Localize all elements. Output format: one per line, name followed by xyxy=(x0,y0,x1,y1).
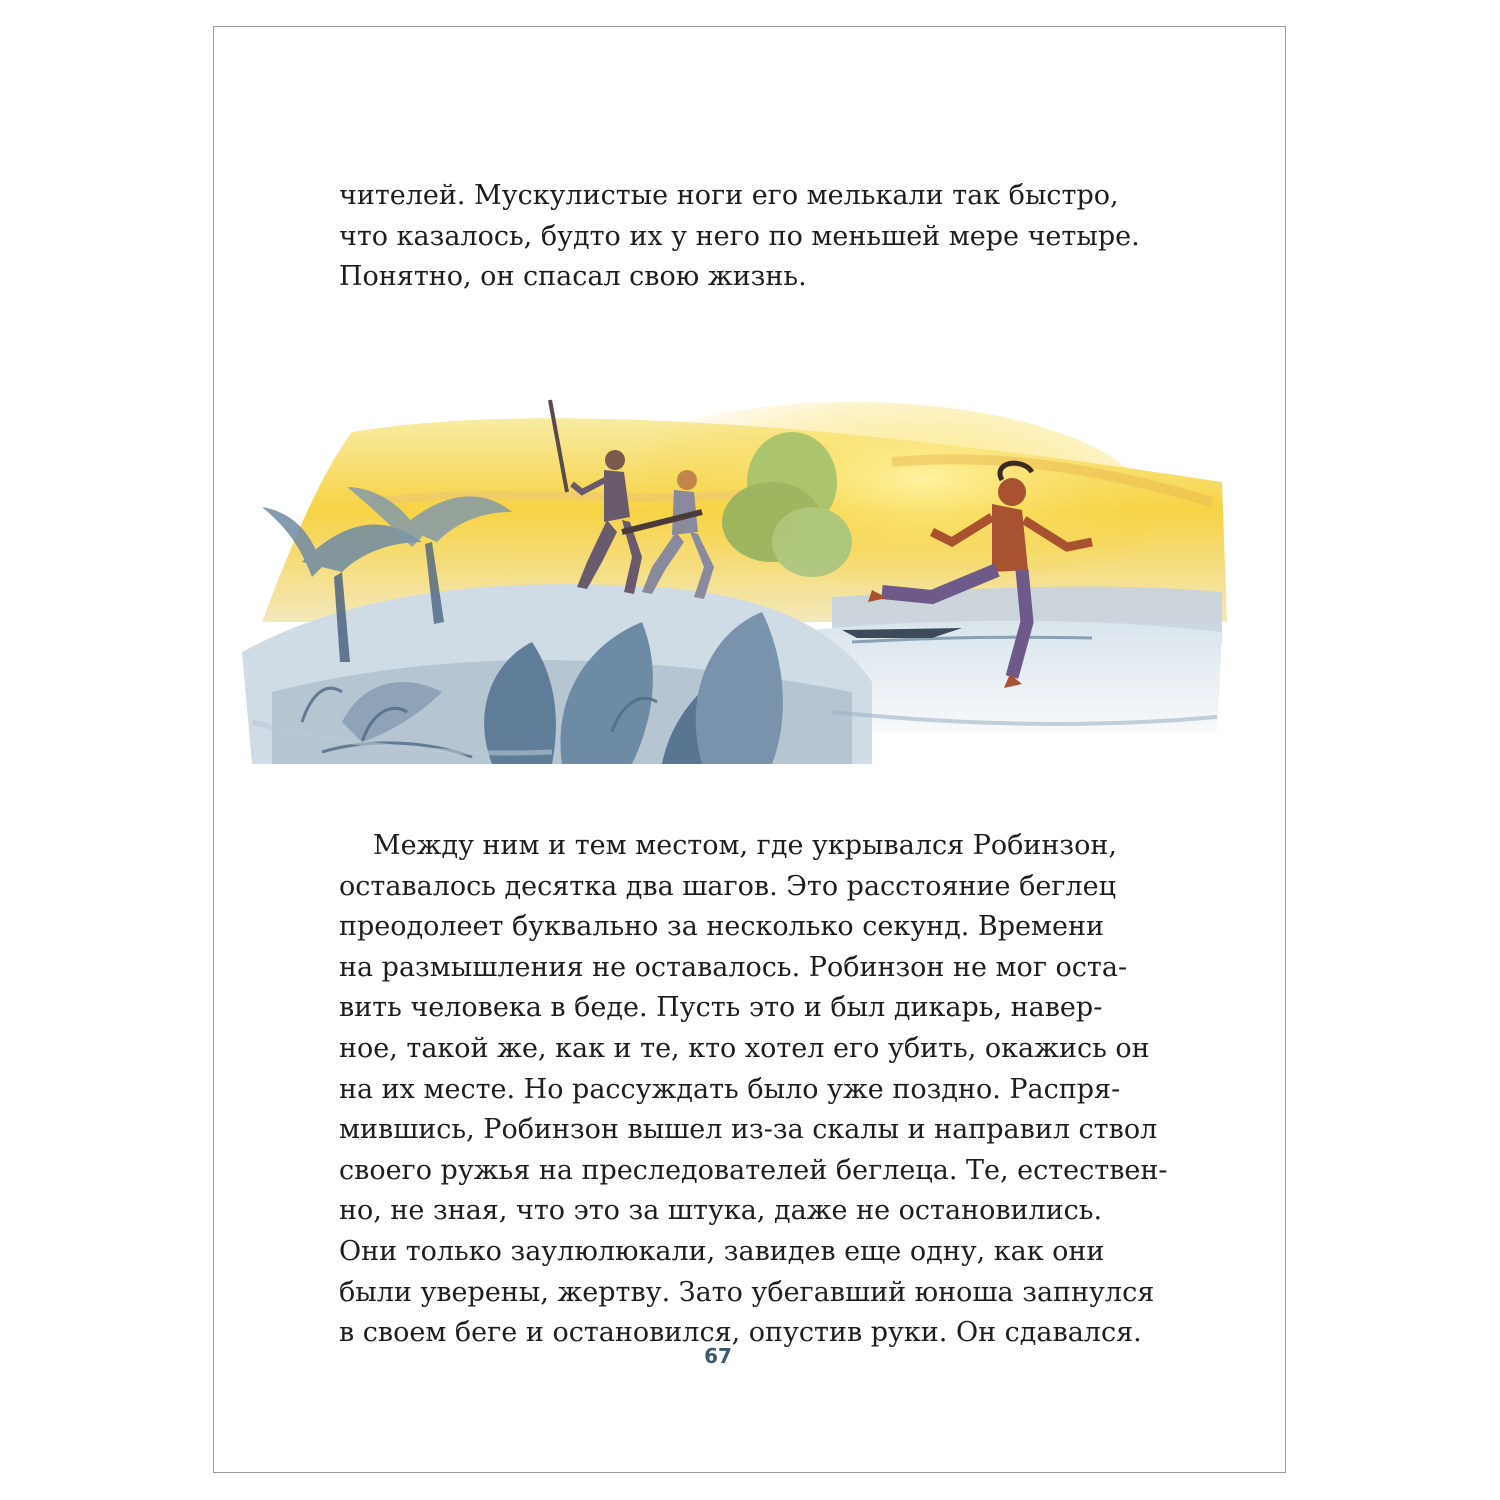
text-line: ное, такой же, как и те, кто хотел его убить, окажись он xyxy=(339,1032,1150,1064)
text-line: что казалось, будто их у него по меньшей мере четыре. xyxy=(339,220,1140,252)
paragraph-2 xyxy=(339,826,1168,1354)
text-line: Они только заулюлюкали, завидев еще одну, как они xyxy=(339,1235,1105,1267)
text-line: мившись, Робинзон вышел из-за скалы и направил ствол xyxy=(339,1114,1158,1146)
text-line: своего ружья на преследователей беглеца. Те, естествен- xyxy=(339,1154,1168,1186)
text-line: на их месте. Но рассуждать было уже поздно. Распря- xyxy=(339,1073,1121,1105)
text-line: в своем беге и остановился, опустив руки. Он сдавался. xyxy=(339,1317,1142,1349)
text-line: Между ним и тем местом, где укрывался Робинзон, xyxy=(373,830,1117,861)
watercolor-illustration xyxy=(232,392,1232,764)
text-line: были уверены, жертву. Зато убегавший юноша запнулся xyxy=(339,1276,1155,1308)
page-number: 67 xyxy=(704,1344,732,1368)
paragraph-1 xyxy=(339,176,1140,298)
text-line: Понятно, он спасал свою жизнь. xyxy=(339,261,807,293)
text-line: вить человека в беде. Пусть это и был дикарь, навер- xyxy=(339,992,1103,1024)
text-line: на размышления не оставалось. Робинзон не мог оста- xyxy=(339,951,1128,983)
text-line: преодолеет буквально за несколько секунд. Времени xyxy=(339,911,1104,943)
text-line: чителей. Мускулистые ноги его мелькали так быстро, xyxy=(339,180,1119,211)
text-line: но, не зная, что это за штука, даже не остановились. xyxy=(339,1195,1103,1227)
text-line: оставалось десятка два шагов. Это расстояние беглец xyxy=(339,870,1116,902)
